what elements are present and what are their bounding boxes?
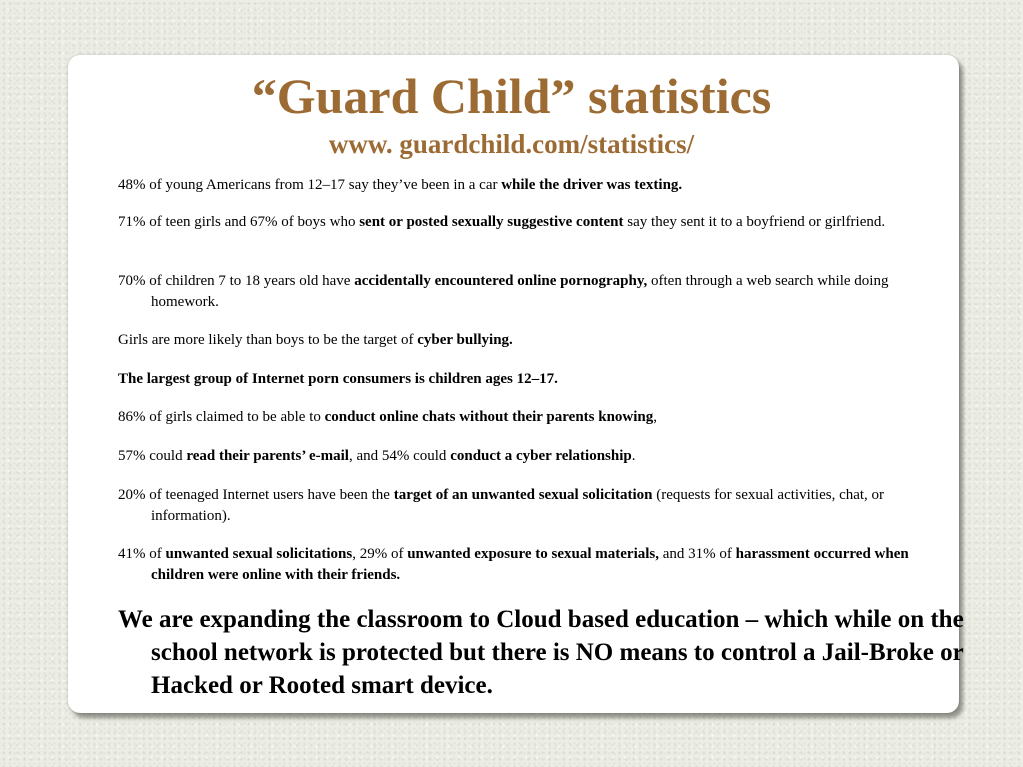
stat-paragraph	[118, 485, 951, 527]
stat-emphasis: conduct online chats without their parents knowing	[324, 409, 654, 425]
stat-paragraph	[118, 271, 951, 313]
stat-paragraph	[118, 330, 951, 351]
stat-paragraph	[118, 407, 951, 428]
stat-text: 70% of children 7 to 18 years old have	[118, 273, 355, 289]
stat-emphasis: The largest group of Internet porn consumers is children ages 12–17.	[118, 371, 558, 387]
stat-emphasis: harassment occurred when children were online with their friends.	[151, 546, 909, 583]
stat-text: 57% could	[118, 448, 187, 464]
stat-text: , 29% of	[352, 546, 408, 562]
closing-statement: We are expanding the classroom to Cloud based education – which while on the school network is protected but there is NO means to control a Jail-Broke or Hacked or Rooted smart device.	[118, 606, 964, 699]
stat-emphasis: conduct a cyber relationship	[450, 448, 632, 464]
stat-text: 20% of teenaged Internet users have been the	[118, 487, 394, 503]
slide-title: “Guard Child” statistics	[251, 68, 772, 124]
stat-text: say they sent it to a boyfriend or girlfriend.	[623, 214, 886, 230]
stat-text: 86% of girls claimed to be able to	[118, 409, 325, 425]
stat-emphasis: target of an unwanted sexual solicitation	[393, 487, 653, 503]
stat-text: 48% of young Americans from 12–17 say they’ve been in a car	[118, 177, 502, 193]
stat-text: (requests for sexual activities, chat, or information).	[151, 487, 885, 524]
stat-text: 71% of teen girls and 67% of boys who	[118, 214, 360, 230]
stat-emphasis: unwanted exposure to sexual materials,	[407, 546, 660, 562]
stat-text: and 31% of	[659, 546, 736, 562]
stat-paragraph	[118, 212, 951, 233]
stat-emphasis: accidentally encountered online pornography,	[354, 273, 648, 289]
stat-emphasis: read their parents’ e-mail	[186, 448, 349, 464]
stat-text: .	[631, 448, 636, 464]
stat-text: ,	[653, 409, 658, 425]
stat-text: often through a web search while doing homework.	[151, 273, 889, 310]
stat-text: 41% of	[118, 546, 166, 562]
stat-emphasis: sent or posted sexually suggestive content	[359, 214, 624, 230]
stat-emphasis: cyber bullying.	[417, 332, 513, 348]
stat-paragraph	[118, 446, 951, 467]
stat-paragraph	[118, 369, 951, 390]
stat-emphasis: while the driver was texting.	[501, 177, 683, 193]
stat-emphasis: unwanted sexual solicitations	[165, 546, 353, 562]
stat-text: , and 54% could	[348, 448, 451, 464]
source-url: www. guardchild.com/statistics/	[328, 129, 695, 159]
stat-paragraph	[118, 544, 951, 586]
stat-paragraph	[118, 175, 951, 196]
stat-text: Girls are more likely than boys to be the target of	[118, 332, 418, 348]
